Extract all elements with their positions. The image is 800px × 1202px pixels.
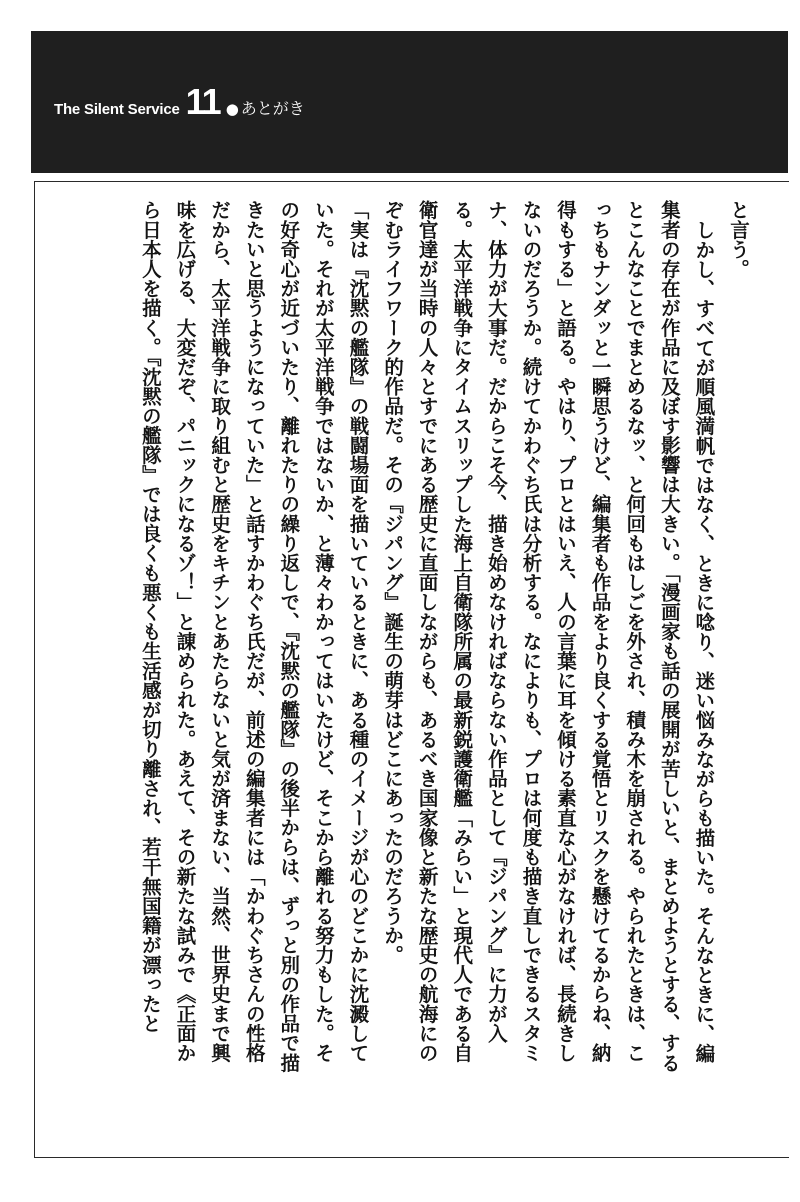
paragraph: 「実は『沈黙の艦隊』の戦闘場面を描いているときに、ある種のイメージが心のどこかに沈澱していた。それが太平洋戦争ではないか、と薄々わかってはいたけど、そこから離れる努力もした。その好奇心が近づいたり、離れたりの繰り返しで、『沈黙の艦隊』の後半からは、ずっと別の作品で描きたいと思うようになっていた」と話すかわぐち氏だが、前述の編集者には「かわぐちさんの性格だから、太平洋戦争に取り組むと歴史をキチンとあたらないと気が済まない、当然、世界史まで興味を広げる、大変だぞ、パニックになるゾ！」と諌められた。あえて、その新たな試みで《正面から日本人を描く。『沈黙の艦隊』では良くも悪くも生活感が切り離され、若干無国籍が漂ったと (138, 200, 370, 1073)
text-frame-top-rule (34, 181, 789, 182)
header-title (54, 81, 305, 122)
section-title: あとがき (240, 99, 305, 118)
bullet-icon: ● (225, 100, 239, 118)
paragraph: しかし、すべてが順風満帆ではなく、ときに唸り、迷い悩みながらも描いた。そんなときに、編集者の存在が作品に及ぼす影響は大きい。「漫画家も話の展開が苦しいと、まとめようとする、するとこんなことでまとめるなッ、と何回もはしごを外され、積み木を崩される。やられたときは、こっちもナンダッと一瞬思うけど、編集者も作品をより良くする覚悟とリスクを懸けてるからね、納得もする」と語る。やはり、プロとはいえ、人の言葉に耳を傾ける素直な心がなければ、長続きしないのだろうか。続けてかわぐち氏は分析する。なによりも、プロは何度も描き直しできるスタミナ、体力が大事だ。だからこそ今、描き始めなければならない作品として『ジパング』に力が入る。太平洋戦争にタイムスリップした海上自衛隊所属の最新鋭護衛艦「みらい」と現代人である自衛官達が当時の人々とすでにある歴史に直面しながらも、あるべき国家像と新たな歴史の航海にのぞむライフワーク的作品だ。その『ジパング』誕生の萌芽はどこにあったのだろうか。 (381, 200, 716, 1073)
paragraph: と言う。 (727, 200, 750, 279)
series-name: The Silent Service (54, 101, 180, 118)
body-text (62, 200, 755, 1080)
volume-number: 11 (185, 81, 220, 122)
